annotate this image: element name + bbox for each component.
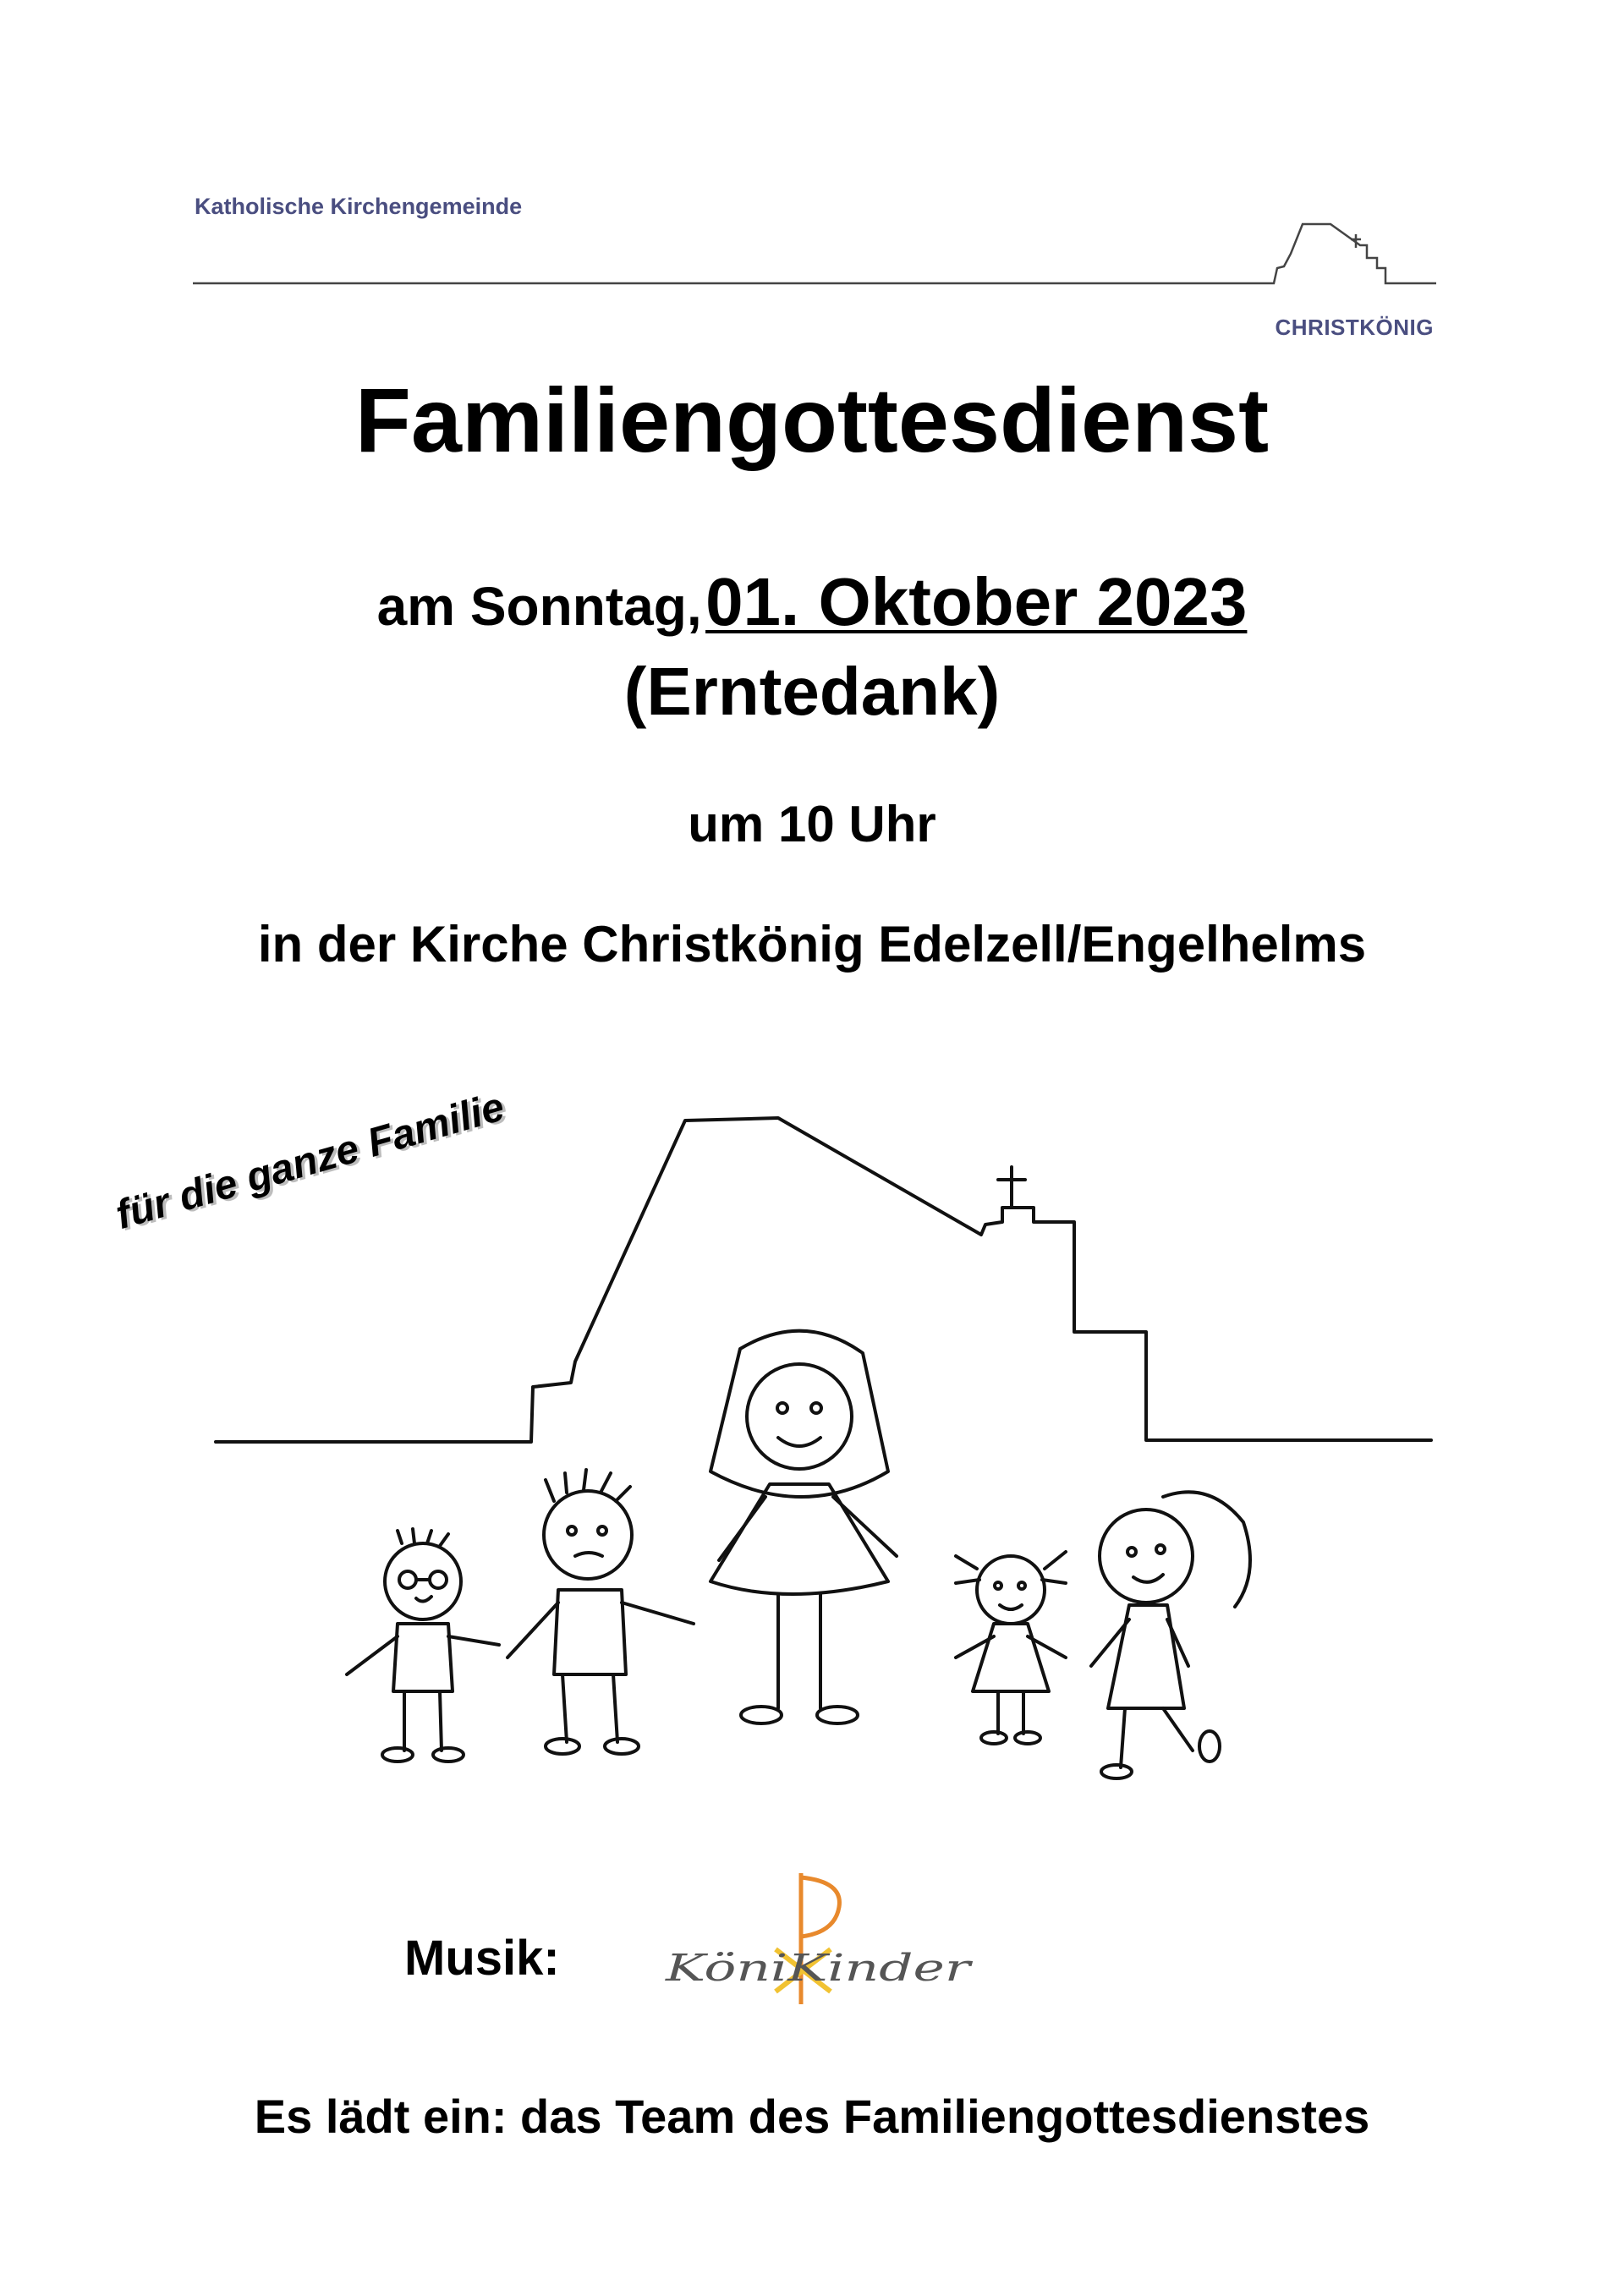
- event-date-line: [0, 564, 1624, 639]
- music-label: Musik:: [404, 1931, 560, 1986]
- header-church-outline: [193, 216, 1436, 292]
- event-occasion: (Erntedank): [623, 654, 1001, 729]
- family-church-drawing: [195, 1082, 1446, 1827]
- event-date: 01. Oktober 2023: [705, 564, 1248, 639]
- girl-ponytail: [1091, 1492, 1250, 1778]
- event-place: in der Kirche Christkönig Edelzell/Engelhelms: [257, 916, 1367, 973]
- page-title: Familiengottesdienst: [354, 369, 1270, 471]
- date-prefix: am Sonntag,: [376, 576, 702, 637]
- boy: [508, 1470, 694, 1754]
- parish-name: Katholische Kirchengemeinde: [195, 194, 523, 219]
- church-name-label: CHRISTKÖNIG: [1275, 315, 1434, 340]
- toddler: [956, 1552, 1066, 1744]
- tagline-banner: für die ganze Familie: [111, 1084, 510, 1239]
- event-time: um 10 Uhr: [688, 796, 936, 852]
- cross-icon: [998, 1167, 1025, 1208]
- invitation-line: Es lädt ein: das Team des Familiengottesdienstes: [254, 2090, 1370, 2143]
- church-outline: [216, 1118, 1431, 1442]
- logo-text: KöniKinder: [664, 1947, 974, 1990]
- konikinder-logo: [661, 1869, 983, 2013]
- mother: [710, 1331, 897, 1723]
- child-glasses: [347, 1529, 499, 1762]
